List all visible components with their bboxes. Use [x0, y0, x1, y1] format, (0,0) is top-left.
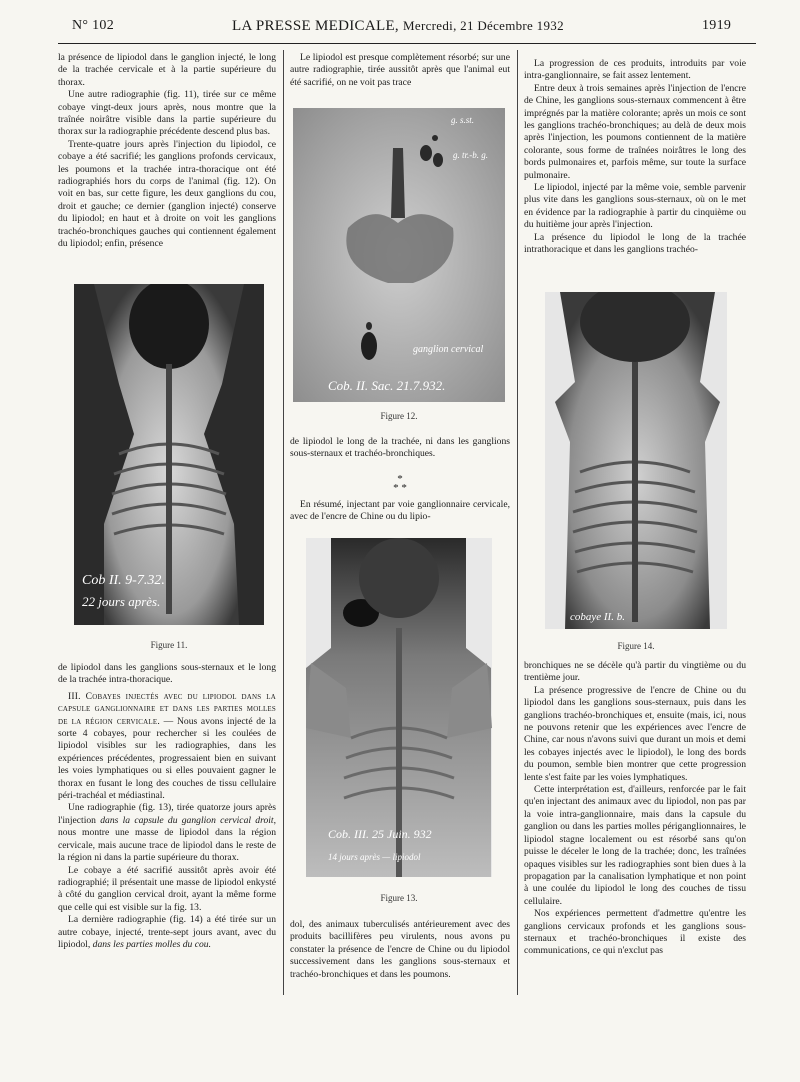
header-rule [58, 43, 756, 44]
figure-11-caption: Figure 11. [150, 640, 188, 650]
column-2-mid [290, 436, 510, 461]
star-bottom: * * [393, 482, 407, 494]
issue-number: N° 102 [72, 18, 115, 33]
figure-13-caption: Figure 13. [380, 893, 418, 903]
figure-13-annotation-1: Cob. III. 25 Juin. 932 [328, 827, 432, 841]
paragraph: Le lipiodol est presque complètement résorbé; sur une autre radiographie, tirée aussitôt après que l'animal eut été sacrifié, on ne voit pas trace [290, 52, 510, 88]
paragraph: La présence du lipiodol le long de la trachée intrathoracique et dans les ganglions trachéo- [524, 231, 746, 256]
paragraph: Nos expériences permettent d'admettre qu'entre les ganglions cervicaux profonds et les ganglions sous-sternaux et trachéo-bronchiques il existe des communications, ce qui n'exclut pas [524, 908, 746, 957]
paragraph: Le lipiodol, injecté par la même voie, semble parvenir plus vite dans les ganglions sous-sternaux, où on le met en évidence par la radiographie à partir du cinquième ou du huitième jour après l'injection. [524, 182, 746, 231]
figure-13-radiograph [306, 538, 492, 877]
text: , nous montre une masse de lipiodol dans la région cervicale, mais aucune trace de lipiodol dans le reste de la région ni dans la partie supérieure du thorax. [58, 814, 276, 864]
paragraph: En résumé, injectant par voie ganglionnaire cervicale, avec de l'encre de Chine ou du lipio- [290, 499, 510, 523]
figure-12-image [293, 108, 505, 402]
figure-11-annotation-1: Cob II. 9-7.32. [82, 573, 165, 588]
figure-13-image [306, 538, 492, 877]
figure-11-radiograph [74, 284, 264, 625]
column-divider-right [517, 50, 518, 995]
section-separator [290, 475, 510, 493]
paragraph: de lipiodol le long de la trachée, ni dans les ganglions sous-sternaux et trachéo-bronchiques. [290, 436, 510, 460]
figure-13-annotation-2: 14 jours après — lipiodol [328, 852, 421, 862]
figure-14-annotation: cobaye II. b. [570, 611, 625, 623]
column-divider-left [283, 50, 284, 995]
paragraph: Le cobaye a été sacrifié aussitôt après avoir été radiographié; il présentait une masse de lipiodol enkysté à côté du ganglion cervical droit, ayant la même forme que celle qui est visible sur la fig. 13. [58, 864, 276, 913]
paragraph: de lipiodol dans les ganglions sous-sternaux et le long de la trachée intra-thoracique. [58, 662, 276, 686]
figure-12-annotation: Cob. II. Sac. 21.7.932. [328, 378, 446, 393]
column-2-bottom [290, 919, 510, 981]
figure-11-image [74, 284, 264, 625]
figure-11-annotation-2: 22 jours après. [82, 594, 161, 609]
section-paragraph [58, 691, 276, 803]
journal-title [232, 18, 564, 35]
paragraph: la présence de lipiodol dans le ganglion injecté, le long de la trachée cervicale et à la partie supérieure du thorax. [58, 52, 276, 88]
star-top: * [397, 473, 403, 485]
figure-12-label-1: g. s.st. [451, 115, 475, 125]
issue-date: Mercredi, 21 Décembre 1932 [403, 18, 564, 33]
paragraph: Une autre radiographie (fig. 11), tirée sur ce même cobaye vingt-deux jours après, nous montre que la traînée noirâtre visible dans la partie supérieure du thorax sur la radiographie précédente descend plus bas. [58, 89, 276, 138]
column-2-resume [290, 499, 510, 524]
column-1-bottom [58, 662, 276, 951]
page-number: 1919 [702, 18, 732, 33]
paragraph: Entre deux à trois semaines après l'injection de l'encre de Chine, les ganglions sous-sternaux commencent à être imprégnés par la matière colorante; après un mois ce sont les ganglions trachéo-bronchiques; au delà de deux mois après l'injection, les poumons contiennent de la matière colorante, sous forme de traînées noirâtres le long des bords pulmonaires et, parfois même, sur toute la surface pulmonaire. [524, 82, 746, 181]
text: Une radiographie (fig. 13), tirée quatorze jours après l'injection [58, 802, 276, 826]
figure-12-label-2: g. tr.-b. g. [453, 150, 489, 160]
figure-14-radiograph [545, 292, 727, 629]
figure-14-image [545, 292, 727, 629]
journal-name: LA PRESSE MEDICALE, [232, 18, 399, 34]
paragraph: dol, des animaux tuberculisés antérieurement avec des produits bacillifères peu virulents, nous avons pu constater la présence de l'encre de Chine ou du lipiodol successivement dans les ganglions sous-sternaux et trachéo-bronchiques et dans les poumons. [290, 919, 510, 980]
column-1-top [58, 52, 276, 251]
figure-14-caption: Figure 14. [617, 641, 655, 651]
paragraph [58, 914, 276, 951]
emphasis: dans les parties molles du cou. [92, 938, 211, 950]
text: La dernière radiographie (fig. 14) a été tirée sur un autre cobaye, injecté, trente-sept jours avant, avec du lipiodol, [58, 914, 276, 950]
paragraph: La présence progressive de l'encre de Chine ou du lipiodol dans les ganglions sous-sternaux, puis dans les ganglions trachéo-bronchiques et, ensuite (mais, ici, nous ne pouvons retenir que les expériences avec l'encre de Chine, car nous n'avons suivi que durant un mois et demi les cobayes injectés avec le lipiodol), le long des bords du poumon, semble bien montrer que cette progression lente s'est faite par les voies lymphatiques. [524, 684, 746, 783]
column-3-bottom [524, 660, 746, 958]
paragraph: La progression de ces produits, introduits par voie intra-ganglionnaire, se fait assez lentement. [524, 58, 746, 82]
paragraph: Trente-quatre jours après l'injection du lipiodol, ce cobaye a été sacrifié; les ganglions profonds cervicaux, les poumons et la trachée intra-thoracique ont été radiographiés hors du corps de l'animal (fig. 12). On voit en bas, sur cette figure, les deux ganglions du cou, droit et gauche; ce dernier (ganglion injecté) conserve du lipiodol; en haut et à droite on voit les ganglions trachéo-bronchiques gauches qui contiennent également du lipiodol; enfin, présence [58, 138, 276, 250]
paragraph: Cette interprétation est, d'ailleurs, renforcée par le fait qu'en injectant des animaux avec du lipiodol, non pas par la voie intra-ganglionnaire, mais dans la capsule du ganglion ou dans les parties molles périganglionnaires, le lipiodol stagne localement ou est résorbé sans qu'on puisse le déceler le long de la trachée; donc, les traînées opaques visibles sur les radiographies sont bien dues à la propagation par la canalisation lymphatique et non point à une coulée du lipiodol le long des couches de tissu cellulaire. [524, 784, 746, 907]
column-3-top [524, 58, 746, 257]
paragraph [58, 802, 276, 864]
section-title: III. Cobayes injectés avec du lipiodol dans la capsule ganglionnaire et dans les parties molles de la région cervicale. [58, 690, 276, 727]
paragraph: bronchiques ne se décèle qu'à partir du vingtième ou du trentième jour. [524, 660, 746, 684]
figure-12-caption: Figure 12. [380, 411, 418, 421]
figure-12-label-3: ganglion cervical [413, 344, 484, 355]
column-2-top [290, 52, 510, 89]
emphasis: dans la capsule du ganglion cervical droit [100, 814, 274, 826]
figure-12-radiograph [293, 108, 505, 402]
section-body: — Nous avons injecté de la sorte 4 cobayes, pour rechercher si les coulées de lipiodol visibles sur les radiographies, dans les expériences précédentes, progressaient bien en suivant les voies lymphatiques ou si elles pouvaient gagner le thorax en fusant le long des couches de tissu cellulaire péri-trachéal et médiastinal. [58, 715, 276, 802]
